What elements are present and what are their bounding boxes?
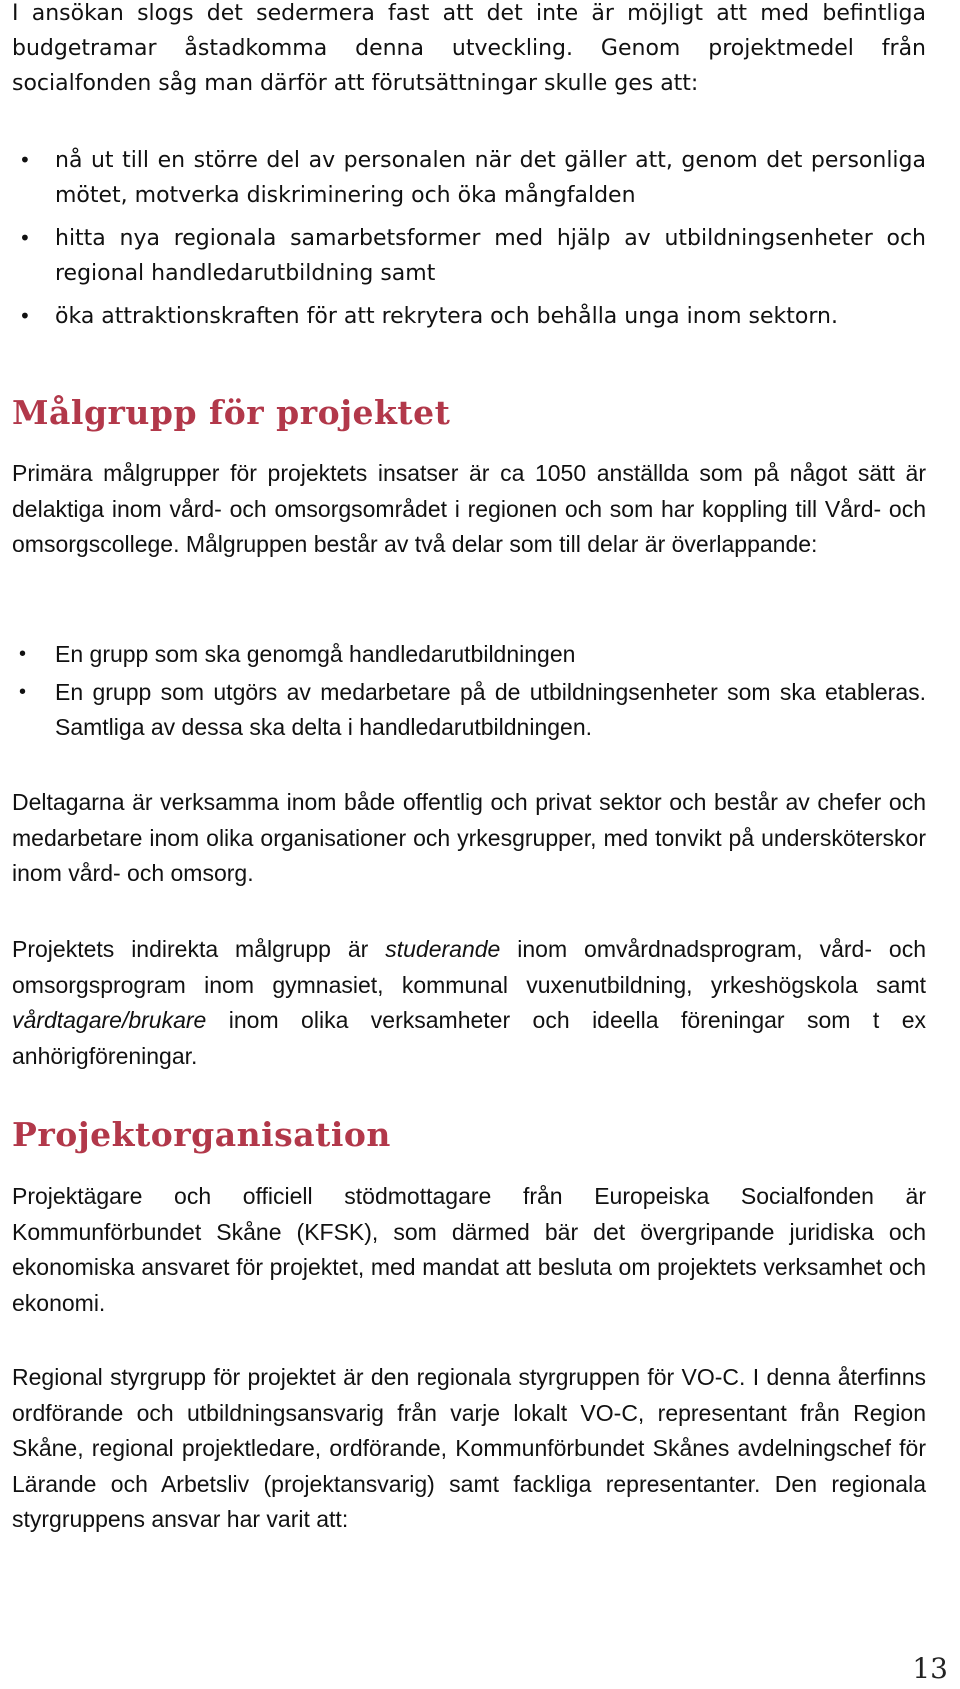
list-item: • nå ut till en större del av personalen när det gäller att, genom det personliga mötet, motverka diskriminering och öka mångfalden bbox=[12, 143, 926, 213]
bullet-icon: • bbox=[19, 680, 27, 703]
target-groups-list bbox=[12, 637, 926, 746]
target-paragraph-1: Primära målgrupper för projektets insatser är ca 1050 anställda som på något sätt är delaktiga inom vård- och omsorgsområdet i regionen och som har koppling till Vård- och omsorgscollege. Målgruppen består av två delar som till delar är överlappande: bbox=[12, 460, 926, 557]
target-paragraph-3: Projektets indirekta målgrupp är studerande inom omvårdnadsprogram, vård- och omsorgsprogram inom gymnasiet, kommunal vuxenutbildning, yrkeshögskola samt vårdtagare/brukare inom olika verksamheter och ideella föreningar som t ex anhörigföreningar. bbox=[12, 936, 926, 1069]
section-heading-target-group: Målgrupp för projektet bbox=[12, 393, 451, 432]
list-item: • En grupp som utgörs av medarbetare på de utbildningsenheter som ska etableras. Samtliga av dessa ska delta i handledarutbildningen. bbox=[12, 675, 926, 746]
list-item: • En grupp som ska genomgå handledarutbildningen bbox=[12, 637, 926, 673]
org-paragraph-2: Regional styrgrupp för projektet är den regionala styrgruppen för VO-C. I denna återfinns ordförande och utbildningsansvarig från varje lokalt VO-C, representant från Region Skåne, regional projektledare, ordförande, Kommunförbundet Skånes avdelningschef för Lärande och Arbetsliv (projektansvarig) samt fackliga representanter. Den regionala styrgruppens ansvar har varit att: bbox=[12, 1364, 926, 1532]
section-heading-organisation: Projektorganisation bbox=[12, 1115, 391, 1154]
target-paragraph-2: Deltagarna är verksamma inom både offentlig och privat sektor och består av chefer och medarbetare inom olika organisationer och yrkesgrupper, med tonvikt på undersköterskor inom vård- och omsorg. bbox=[12, 789, 926, 886]
list-item: • öka attraktionskraften för att rekrytera och behålla unga inom sektorn. bbox=[12, 299, 926, 334]
goals-list bbox=[12, 143, 926, 334]
bullet-icon: • bbox=[19, 226, 31, 250]
page-number: 13 bbox=[912, 1652, 948, 1685]
bullet-icon: • bbox=[19, 643, 27, 665]
bullet-icon: • bbox=[19, 148, 31, 172]
org-paragraph-1: Projektägare och officiell stödmottagare från Europeiska Socialfonden är Kommunförbundet Skåne (KFSK), som därmed bär det övergripande juridiska och ekonomiska ansvaret för projektet, med mandat att besluta om projektets verksamhet och ekonomi. bbox=[12, 1183, 926, 1316]
list-item: • hitta nya regionala samarbetsformer med hjälp av utbildningsenheter och regional handledarutbildning samt bbox=[12, 221, 926, 291]
intro-paragraph: I ansökan slogs det sedermera fast att det inte är möjligt att med befintliga budgetramar åstadkomma denna utveckling. Genom projektmedel från socialfonden såg man därför att förutsättningar skulle ges att: bbox=[12, 1, 926, 96]
bullet-icon: • bbox=[19, 304, 31, 328]
